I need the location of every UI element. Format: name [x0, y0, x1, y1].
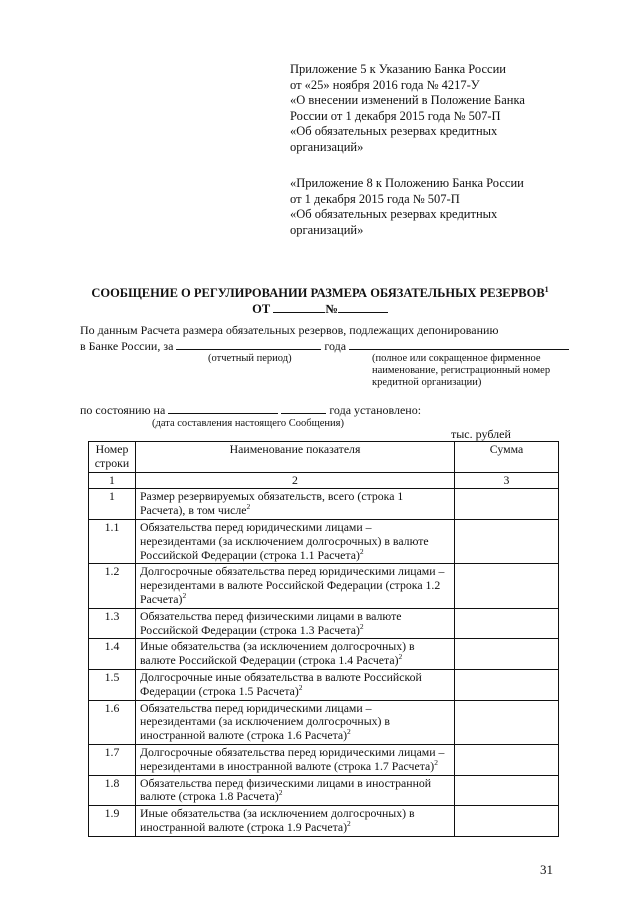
row-sum: [455, 519, 559, 563]
appendix-header-line: организаций»: [290, 139, 364, 154]
row-number: 1.3: [89, 608, 136, 639]
table-row: [89, 775, 559, 806]
organization-caption: [372, 353, 550, 389]
table-row: [89, 519, 559, 563]
appendix-header-2-line: «Приложение 8 к Положению Банка России: [290, 176, 524, 190]
as-of-prefix: по состоянию на: [80, 403, 166, 417]
footnote-mark: 2: [278, 788, 283, 798]
organization-caption-line: наименование, регистрационный номер: [372, 365, 551, 376]
row-sum: [455, 608, 559, 639]
intro-year-label: года: [324, 339, 347, 353]
as-of-date-blank-line: [168, 402, 278, 414]
document-title: [60, 282, 580, 317]
row-name-text: Иные обязательства (за исключением долгосрочных) в валюте Российской Федерации (строка 1.4 Расчета): [140, 639, 415, 668]
appendix-header-2: [290, 176, 560, 238]
table-header-row: [89, 442, 559, 473]
row-number: 1.4: [89, 639, 136, 670]
table-row: [89, 669, 559, 700]
appendix-header-line: «Об обязательных резервах кредитных: [290, 124, 498, 138]
footnote-mark: 2: [298, 682, 303, 692]
row-name: [136, 519, 455, 563]
intro-line-2-prefix: в Банке России, за: [80, 339, 174, 353]
row-name-text: Обязательства перед физическими лицами в валюте Российской Федерации (строка 1.3 Расчета): [140, 608, 402, 637]
row-sum: [455, 564, 559, 608]
intro-line-1: По данным Расчета размера обязательных резервов, подлежащих депонированию: [80, 323, 499, 337]
units-label: тыс. рублей: [451, 427, 511, 441]
intro-paragraph: [80, 323, 560, 388]
as-of-suffix: года установлено:: [329, 403, 422, 417]
row-name: [136, 564, 455, 608]
row-name-text: Долгосрочные иные обязательства в валюте Российской Федерации (строка 1.5 Расчета): [140, 669, 422, 698]
organization-caption-line: (полное или сокращенное фирменное: [372, 353, 541, 364]
reserves-table: [88, 441, 559, 837]
row-sum: [455, 669, 559, 700]
header-name: Наименование показателя: [136, 442, 455, 473]
row-name-text: Обязательства перед юридическими лицами – нерезидентами (за исключением долгосрочных) в иностранной валюте (строка 1.6 Расчета): [140, 700, 390, 743]
row-name-text: Обязательства перед юридическими лицами – нерезидентами (за исключением долгосрочных) в валюте Российской Федерации (строка 1.1 Расчета): [140, 519, 429, 562]
table-row: [89, 564, 559, 608]
row-name-text: Размер резервируемых обязательств, всего (строка 1 Расчета), в том числе: [140, 489, 404, 518]
appendix-header: [290, 62, 560, 155]
period-blank-line: [176, 338, 321, 350]
title-number-label: №: [325, 302, 338, 317]
row-number: 1.6: [89, 700, 136, 744]
row-sum: [455, 806, 559, 837]
table-body: [89, 489, 559, 836]
as-of-line: [80, 402, 560, 430]
footnote-mark: 2: [434, 757, 438, 767]
as-of-year-blank-line: [281, 402, 326, 414]
row-sum: [455, 489, 559, 520]
row-number: 1.2: [89, 564, 136, 608]
row-number: 1.9: [89, 806, 136, 837]
table-row: [89, 744, 559, 775]
column-number: 3: [455, 472, 559, 489]
page-number: 31: [540, 862, 553, 877]
row-number: 1: [89, 489, 136, 520]
row-sum: [455, 744, 559, 775]
row-sum: [455, 639, 559, 670]
row-name: [136, 669, 455, 700]
row-name: [136, 700, 455, 744]
period-caption: (отчетный период): [208, 353, 292, 364]
row-sum: [455, 700, 559, 744]
title-text: СООБЩЕНИЕ О РЕГУЛИРОВАНИИ РАЗМЕРА ОБЯЗАТЕЛЬНЫХ РЕЗЕРВОВ: [91, 286, 545, 301]
row-name: [136, 639, 455, 670]
row-name-text: Обязательства перед физическими лицами в иностранной валюте (строка 1.8 Расчета): [140, 775, 432, 804]
appendix-header-line: Приложение 5 к Указанию Банка России: [290, 62, 506, 76]
footnote-mark: 2: [246, 502, 251, 512]
title-footnote-mark: 1: [544, 285, 549, 294]
row-number: 1.7: [89, 744, 136, 775]
intro-line-2: [80, 338, 560, 353]
footnote-mark: 2: [347, 819, 351, 828]
row-sum: [455, 775, 559, 806]
table-row: [89, 608, 559, 639]
row-number: 1.5: [89, 669, 136, 700]
header-sum: Сумма: [455, 442, 559, 473]
appendix-header-line: «О внесении изменений в Положение Банка: [290, 93, 525, 107]
row-name-text: Долгосрочные обязательства перед юридическими лицами – нерезидентами в иностранной валюте (строка 1.7 Расчета): [140, 744, 445, 773]
date-blank-line: [273, 301, 325, 313]
row-name: [136, 489, 455, 520]
row-name-text: Долгосрочные обязательства перед юридическими лицами – нерезидентами в валюте Российской Федерации (строка 1.2 Расчета): [140, 564, 445, 606]
footnote-mark: 2: [398, 652, 403, 662]
row-name: [136, 608, 455, 639]
table-row: [89, 806, 559, 837]
as-of-caption: (дата составления настоящего Сообщения): [152, 418, 344, 429]
table-row: [89, 639, 559, 670]
header-number: Номер строки: [89, 442, 136, 473]
number-blank-line: [338, 301, 388, 313]
appendix-header-line: от «25» ноября 2016 года № 4217-У: [290, 77, 480, 92]
appendix-header-2-line: от 1 декабря 2015 года № 507-П: [290, 191, 460, 206]
appendix-header-line: России от 1 декабря 2015 года № 507-П: [290, 108, 501, 123]
footnote-mark: 2: [359, 621, 364, 631]
row-name: [136, 806, 455, 837]
column-number: 1: [89, 472, 136, 489]
row-number: 1.1: [89, 519, 136, 563]
appendix-header-2-line: «Об обязательных резервах кредитных: [290, 207, 498, 221]
table-row: [89, 700, 559, 744]
footnote-mark: 2: [182, 591, 187, 601]
organization-blank-line: [349, 338, 569, 350]
organization-caption-line: кредитной организации): [372, 377, 482, 388]
column-number-row: [89, 472, 559, 489]
footnote-mark: 2: [359, 546, 364, 556]
title-from-label: ОТ: [252, 302, 271, 317]
row-name: [136, 744, 455, 775]
row-name: [136, 775, 455, 806]
column-number: 2: [136, 472, 455, 489]
appendix-header-2-line: организаций»: [290, 222, 364, 237]
row-name-text: Иные обязательства (за исключением долгосрочных) в иностранной валюте (строка 1.9 Расчета): [140, 806, 415, 834]
table-row: [89, 489, 559, 520]
row-number: 1.8: [89, 775, 136, 806]
footnote-mark: 2: [347, 727, 351, 737]
